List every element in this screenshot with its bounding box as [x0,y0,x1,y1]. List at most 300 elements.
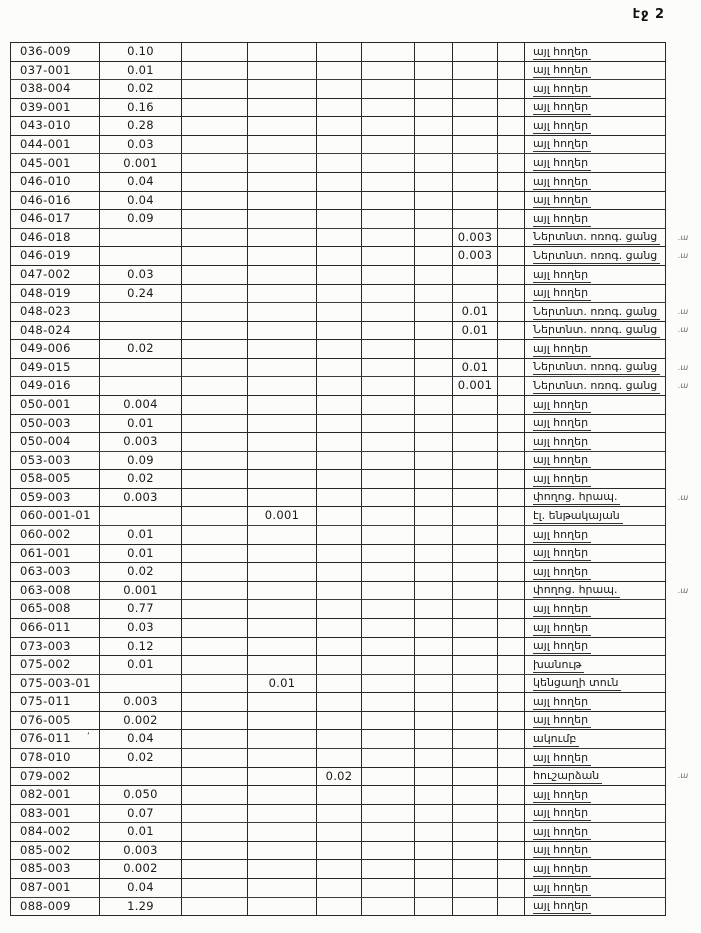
margin-note [666,154,701,173]
area-value-cell [498,804,525,823]
land-use-label: այլ հողեր [533,287,591,301]
area-value-cell [100,303,182,322]
area-value-cell [498,117,525,136]
area-value-cell [182,191,248,210]
area-value-cell [317,451,362,470]
parcel-code-cell: 045-001 [11,154,100,173]
table-row [11,507,701,526]
land-use-label: այլ հողեր [533,789,591,803]
area-value-cell: 0.10 [100,43,182,62]
land-use-label: այլ հողեր [533,640,591,654]
area-value-cell [415,303,453,322]
area-value-cell [317,61,362,80]
area-value-cell [498,470,525,489]
area-value-cell [453,600,498,619]
area-value-cell: 0.77 [100,600,182,619]
margin-note [666,860,701,879]
area-value-cell [317,693,362,712]
area-value-cell [317,173,362,192]
area-value-cell [415,897,453,916]
land-use-label-cell [525,786,666,805]
area-value-cell: 0.03 [100,618,182,637]
land-use-label-cell [525,693,666,712]
area-value-cell [498,358,525,377]
land-use-label-cell [525,767,666,786]
land-use-label: կենցաղի տուն [533,677,621,691]
parcel-code-cell: 049-006 [11,340,100,359]
area-value-cell [453,748,498,767]
land-use-label-cell [525,544,666,563]
area-value-cell [362,488,415,507]
land-use-label-cell [525,488,666,507]
area-value-cell [415,43,453,62]
area-value-cell [498,600,525,619]
table-row [11,637,701,656]
margin-note: .ա [677,306,689,316]
area-value-cell: 0.01 [248,674,317,693]
area-value-cell [317,879,362,898]
area-value-cell [317,488,362,507]
area-value-cell: 0.003 [100,433,182,452]
land-use-label-cell [525,581,666,600]
land-use-label-cell [525,748,666,767]
area-value-cell [182,711,248,730]
area-value-cell [415,860,453,879]
area-value-cell [415,693,453,712]
parcel-code-cell: 049-016 [11,377,100,396]
area-value-cell [362,414,415,433]
area-value-cell [317,414,362,433]
land-use-label: այլ հողեր [533,714,591,728]
area-value-cell [453,433,498,452]
area-value-cell [498,563,525,582]
area-value-cell: 0.09 [100,210,182,229]
area-value-cell [317,674,362,693]
area-value-cell [362,265,415,284]
land-use-label-cell [525,563,666,582]
area-value-cell [182,637,248,656]
area-value-cell [498,674,525,693]
land-use-label-cell [525,526,666,545]
parcel-code-cell: 043-010 [11,117,100,136]
area-value-cell [248,414,317,433]
land-use-label: այլ հողեր [533,399,591,413]
area-value-cell [453,265,498,284]
area-value-cell [182,674,248,693]
parcel-code-cell: 076-011 ’ [11,730,100,749]
area-value-cell [498,637,525,656]
land-use-label-cell [525,173,666,192]
area-value-cell [498,321,525,340]
land-use-label-cell [525,247,666,266]
area-value-cell [362,693,415,712]
area-value-cell [362,340,415,359]
area-value-cell [317,544,362,563]
area-value-cell [248,173,317,192]
area-value-cell [248,618,317,637]
area-value-cell [415,340,453,359]
land-use-label: Ներտնտ. ոռոգ. ցանց [533,231,660,245]
area-value-cell [498,61,525,80]
parcel-code-cell: 046-016 [11,191,100,210]
land-use-label: այլ հողեր [533,752,591,766]
area-value-cell [362,470,415,489]
area-value-cell [453,823,498,842]
area-value-cell [498,377,525,396]
area-value-cell [182,656,248,675]
margin-note [666,804,701,823]
parcel-code-cell: 073-003 [11,637,100,656]
area-value-cell [415,674,453,693]
table-row [11,303,701,322]
area-value-cell: 0.01 [100,656,182,675]
area-value-cell [182,284,248,303]
area-value-cell [182,433,248,452]
area-value-cell [182,321,248,340]
parcel-code-cell: 087-001 [11,879,100,898]
area-value-cell [100,247,182,266]
area-value-cell [453,340,498,359]
table-row [11,247,701,266]
area-value-cell: 0.001 [100,581,182,600]
margin-note: .ա [677,585,689,595]
area-value-cell [317,711,362,730]
area-value-cell: 0.003 [453,247,498,266]
area-value-cell: 0.02 [100,470,182,489]
table-row [11,284,701,303]
area-value-cell [317,210,362,229]
land-use-label-cell [525,711,666,730]
table-row [11,61,701,80]
area-value-cell [248,897,317,916]
area-value-cell [248,340,317,359]
area-value-cell [248,563,317,582]
area-value-cell [415,507,453,526]
area-value-cell [248,748,317,767]
land-use-label-cell [525,730,666,749]
table-row [11,674,701,693]
margin-note [666,526,701,545]
area-value-cell [362,600,415,619]
area-value-cell [248,358,317,377]
area-value-cell [317,526,362,545]
parcel-code-cell: 049-015 [11,358,100,377]
land-use-label-cell [525,154,666,173]
margin-note [666,451,701,470]
area-value-cell [415,730,453,749]
area-value-cell [453,804,498,823]
land-use-label-cell [525,879,666,898]
land-use-label-cell [525,210,666,229]
area-value-cell [415,637,453,656]
area-value-cell [248,61,317,80]
land-use-label-cell [525,228,666,247]
margin-note [666,98,701,117]
margin-note [666,674,701,693]
area-value-cell [415,98,453,117]
parcel-code-cell: 044-001 [11,135,100,154]
area-value-cell [498,173,525,192]
margin-note [666,470,701,489]
area-value-cell [415,135,453,154]
parcel-code-cell: 046-017 [11,210,100,229]
margin-note [666,210,701,229]
land-use-label: այլ հողեր [533,436,591,450]
parcel-code-cell: 075-002 [11,656,100,675]
area-value-cell [182,228,248,247]
area-value-cell [317,433,362,452]
margin-note [666,135,701,154]
area-value-cell [362,507,415,526]
area-value-cell [362,210,415,229]
area-value-cell: 0.002 [100,711,182,730]
area-value-cell [182,823,248,842]
area-value-cell [317,265,362,284]
area-value-cell [317,117,362,136]
area-value-cell [362,154,415,173]
margin-note [666,693,701,712]
land-use-label-cell [525,284,666,303]
table-row [11,581,701,600]
area-value-cell [362,98,415,117]
land-use-label-cell [525,860,666,879]
area-value-cell [453,767,498,786]
area-value-cell [415,767,453,786]
area-value-cell [100,377,182,396]
area-value-cell [248,191,317,210]
margin-note: .ա [677,362,689,372]
land-use-label: այլ հողեր [533,101,591,115]
margin-note [666,748,701,767]
area-value-cell [362,61,415,80]
area-value-cell [317,358,362,377]
parcel-code-cell: 038-004 [11,80,100,99]
margin-note [666,43,701,62]
area-value-cell [453,98,498,117]
margin-note: .ա [677,325,689,335]
land-use-label: փողոց. հրապ. [533,584,620,598]
margin-note: .ա [677,251,689,261]
area-value-cell [415,488,453,507]
land-use-label: այլ հողեր [533,844,591,858]
area-value-cell: 0.01 [453,321,498,340]
area-value-cell [317,191,362,210]
area-value-cell [453,61,498,80]
area-value-cell [362,117,415,136]
area-value-cell [317,470,362,489]
land-use-label-cell [525,117,666,136]
area-value-cell [415,581,453,600]
parcel-code-cell: 075-011 [11,693,100,712]
land-use-label: խանութ [533,659,584,673]
area-value-cell: 0.16 [100,98,182,117]
margin-note [666,823,701,842]
land-use-label: այլ հողեր [533,454,591,468]
area-value-cell [362,748,415,767]
area-value-cell [498,414,525,433]
area-value-cell [453,674,498,693]
table-row [11,98,701,117]
land-use-label: այլ հողեր [533,46,591,60]
area-value-cell [248,600,317,619]
area-value-cell [248,377,317,396]
area-value-cell [248,544,317,563]
area-value-cell [182,358,248,377]
area-value-cell [453,414,498,433]
land-use-label: հուշարձան [533,770,602,784]
area-value-cell: 0.01 [100,414,182,433]
margin-note [666,711,701,730]
area-value-cell [182,451,248,470]
land-use-label-cell [525,470,666,489]
parcel-code-cell: 088-009 [11,897,100,916]
parcel-code-cell: 050-004 [11,433,100,452]
area-value-cell [317,284,362,303]
area-value-cell [362,80,415,99]
area-value-cell [453,841,498,860]
area-value-cell [182,470,248,489]
area-value-cell [248,98,317,117]
parcel-code-cell: 037-001 [11,61,100,80]
area-value-cell [248,433,317,452]
parcel-code-cell: 065-008 [11,600,100,619]
area-value-cell [100,228,182,247]
table-row [11,451,701,470]
area-value-cell [100,358,182,377]
land-use-label: այլ հողեր [533,120,591,134]
area-value-cell [415,61,453,80]
table-row [11,414,701,433]
margin-note [666,730,701,749]
area-value-cell [453,507,498,526]
area-value-cell [317,748,362,767]
area-value-cell [248,786,317,805]
area-value-cell: 0.004 [100,395,182,414]
land-use-label: այլ հողեր [533,882,591,896]
margin-note [666,173,701,192]
area-value-cell [498,507,525,526]
land-use-label-cell [525,303,666,322]
area-value-cell: 0.09 [100,451,182,470]
area-value-cell [415,117,453,136]
land-use-label: Ներտնտ. ոռոգ. ցանց [533,361,660,375]
area-value-cell [248,470,317,489]
margin-note [666,433,701,452]
area-value-cell [182,693,248,712]
area-value-cell [498,228,525,247]
margin-note [666,841,701,860]
area-value-cell [182,135,248,154]
land-use-label: այլ հողեր [533,269,591,283]
page-number: էջ 2 [632,7,665,22]
area-value-cell [453,637,498,656]
area-value-cell [362,767,415,786]
area-value-cell [498,526,525,545]
margin-note [666,656,701,675]
margin-note [666,340,701,359]
area-value-cell [415,284,453,303]
table-row [11,544,701,563]
area-value-cell [415,544,453,563]
area-value-cell: 0.003 [100,488,182,507]
table-row [11,358,701,377]
area-value-cell [415,191,453,210]
parcel-code-cell: 047-002 [11,265,100,284]
area-value-cell [453,897,498,916]
area-value-cell [498,841,525,860]
area-value-cell [317,804,362,823]
area-value-cell: 0.01 [453,358,498,377]
area-value-cell: 0.001 [453,377,498,396]
land-use-label: այլ հողեր [533,417,591,431]
area-value-cell [248,80,317,99]
area-value-cell [453,488,498,507]
land-use-label-cell [525,433,666,452]
land-use-label-cell [525,897,666,916]
area-value-cell [100,674,182,693]
land-use-label-cell [525,600,666,619]
land-use-label: այլ հողեր [533,863,591,877]
area-value-cell [453,879,498,898]
area-value-cell [362,173,415,192]
area-value-cell [498,451,525,470]
area-value-cell [362,451,415,470]
area-value-cell [182,804,248,823]
area-value-cell [415,321,453,340]
area-value-cell [415,618,453,637]
area-value-cell: 0.002 [100,860,182,879]
area-value-cell [248,154,317,173]
area-value-cell [415,358,453,377]
area-value-cell [498,284,525,303]
parcel-code-cell: 066-011 [11,618,100,637]
table-row [11,711,701,730]
area-value-cell [453,210,498,229]
area-value-cell [100,321,182,340]
area-value-cell [415,414,453,433]
area-value-cell [453,730,498,749]
parcel-code-cell: 048-019 [11,284,100,303]
area-value-cell [415,173,453,192]
land-use-label-cell [525,191,666,210]
area-value-cell [248,767,317,786]
area-value-cell [248,823,317,842]
area-value-cell [453,618,498,637]
land-use-label: այլ հողեր [533,473,591,487]
area-value-cell [498,618,525,637]
area-value-cell [362,656,415,675]
parcel-code-cell: 046-010 [11,173,100,192]
table-row [11,228,701,247]
area-value-cell [248,804,317,823]
area-value-cell: 0.003 [100,841,182,860]
land-use-label: այլ հողեր [533,566,591,580]
area-value-cell [415,80,453,99]
area-value-cell [317,841,362,860]
margin-note: .ա [677,771,689,781]
area-value-cell [498,748,525,767]
area-value-cell [498,135,525,154]
area-value-cell [317,321,362,340]
area-value-cell [453,693,498,712]
table-row [11,80,701,99]
area-value-cell [182,786,248,805]
area-value-cell [362,191,415,210]
land-use-label: այլ հողեր [533,807,591,821]
area-value-cell [415,563,453,582]
margin-note [666,191,701,210]
area-value-cell [415,711,453,730]
